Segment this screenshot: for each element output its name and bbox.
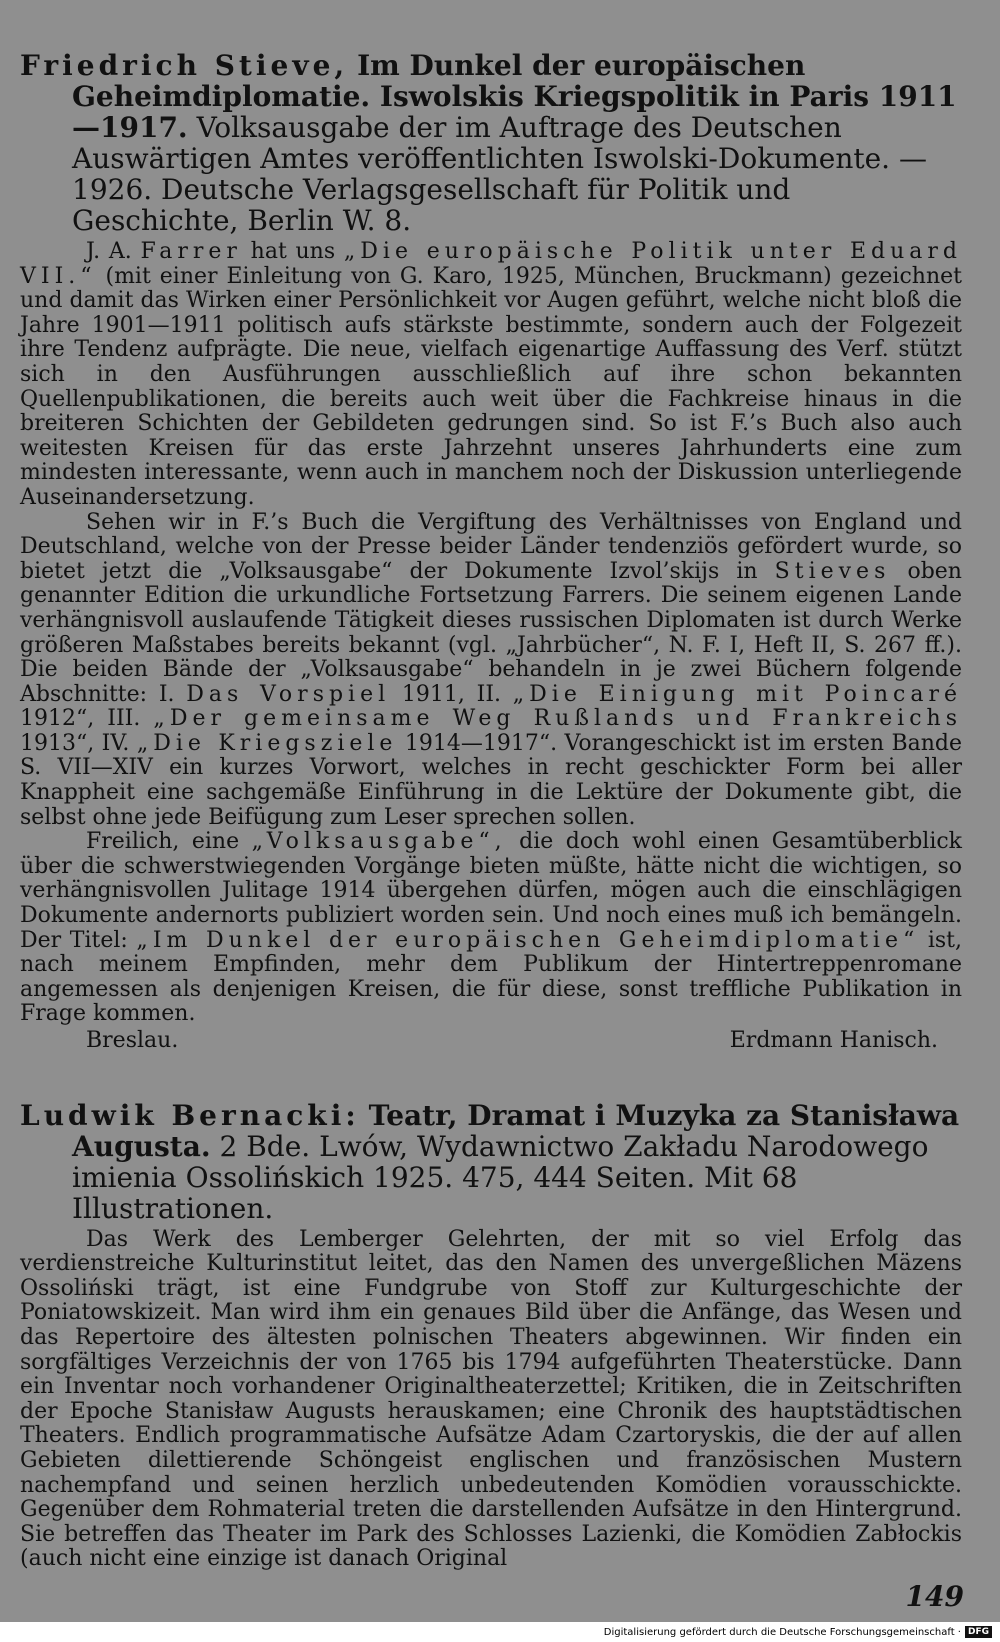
review-publication-details: 2 Bde. Lwów, Wydawnictwo Zakładu Narodowego imienia Ossolińskich 1925. 475, 444 Seiten. Mit 68 Illustrationen. (72, 1129, 929, 1225)
reviewer-name: Erdmann Hanisch. (729, 1028, 938, 1053)
review-paragraph: Das Werk des Lemberger Gelehrten, der mit so viel Erfolg das verdienstreiche Kulturinstitut leitet, das den Namen des unvergeßlichen Mäzens Ossoliński trägt, ist eine Fundgrube von Stoff zur Kulturgeschichte der Poniatowskizeit. Man wird ihm ein genaues Bild über die Anfänge, das Wesen und das Repertoire des ältesten polnischen Theaters abgewinnen. Wir finden ein sorgfältiges Verzeichnis der von 1765 bis 1794 aufgeführten Theaterstücke. Dann ein Inventar noch vorhandener Originaltheaterzettel; Kritiken, die in Zeitschriften der Epoche Stanisław Augusts herauskamen; eine Chronik des hauptstädtischen Theaters. Endlich programmatische Aufsätze Adam Czartoryskis, die der auf allen Gebieten dilettierende Schöngeist englischen und französischen Mustern nachempfand und seinen herzlich unbedeutenden Komödien vorausschickte. Gegenüber dem Rohmaterial treten die darstellenden Aufsätze in den Hintergrund. Sie betreffen das Theater im Park des Schlosses Lazienki, die Komödien Zabłockis (auch nicht eine einzige ist danach Original (20, 1226, 962, 1572)
review-heading (20, 50, 962, 236)
spaced-name: Stieves (774, 558, 891, 584)
dfg-logo-icon: DFG (965, 1626, 992, 1638)
text-run: hat uns (250, 239, 336, 264)
page-content (20, 50, 962, 1572)
text-run: J. A. (86, 239, 132, 264)
review-bernacki (20, 1100, 962, 1572)
spaced-title: „Volksausgabe“, (251, 829, 507, 855)
text-run: 1913“, IV. (20, 730, 130, 756)
page-number: 149 (905, 1580, 964, 1613)
review-title: Im Dunkel der europäischen Geheimdiplomatie. Iswolskis Kriegspolitik in Paris 1911—1917. (72, 49, 957, 144)
text-run: oben genannter Edition die urkundliche Fortsetzung Farrers. Die seinem eigenen Lande verhängnisvoll auslaufende Tätigkeit dieses russischen Diplomaten ist durch Werke größeren Maßstabes bereits bekannt (vgl. „Jahrbücher“, N. F. I, Heft II, S. 267 ff.). Die beiden Bände der „Volksausgabe“ behandeln in je zwei Büchern folgende Abschnitte: I. (20, 558, 962, 707)
review-paragraph (20, 240, 962, 511)
spaced-title: „Im Dunkel der europäischen Geheimdiplomatie“ (136, 927, 920, 953)
footer-credit: Digitalisierung gefördert durch die Deutsche Forschungsgemeinschaft · (603, 1626, 961, 1638)
text-run: 1914—1917“. Vorangeschickt ist im ersten Bande S. VII—XIV ein kurzes Vorwort, welches in recht geschickter Form bei aller Knappheit eine sachgemäße Einführung in die Lektüre der Dokumente gibt, die selbst ohne jede Beifügung zum Leser sprechen sollen. (20, 730, 963, 830)
text-run: die doch wohl einen Gesamtüberblick über die schwerstwiegenden Vorgänge bieten müßte, hätte nicht die wichtigen, so verhängnisvollen Julitage 1914 übergehen dürfen, mögen auch die einschlägigen Dokumente andernorts publiziert worden sein. Und noch eines muß ich bemängeln. Der Titel: (20, 829, 963, 953)
review-author: Ludwik Bernacki: (20, 1098, 360, 1132)
text-run: (mit einer Einleitung von G. Karo, 1925, München, Bruckmann) gezeichnet und damit das Wirken einer Persönlichkeit vor Augen geführt, welche nicht bloß die Jahre 1901—1911 politisch aufs stärkste bestimmte, sondern auch der Folgezeit ihre Tendenz aufprägte. Die neue, vielfach eigenartige Auffassung des Verf. stützt sich in den Ausführungen ausschließlich auf ihre schon bekannten Quellenpublikationen, die bereits auch weit über die Fachkreise hinaus in die breiteren Schichten der Gebildeten gedrungen sind. So ist F.’s Buch also auch weitesten Kreisen für das erste Jahrzehnt unseres Jahrhunderts eine zum mindesten interessante, wenn auch in manchem noch der Diskussion unterliegende Auseinandersetzung. (20, 263, 962, 510)
review-publication-details: Volksausgabe der im Auftrage des Deutschen Auswärtigen Amtes veröffentlichten Iswolski-Dokumente. — 1926. Deutsche Verlagsgesellschaft für Politik und Geschichte, Berlin W. 8. (72, 111, 927, 237)
review-place: Breslau. (86, 1028, 179, 1053)
review-title: Teatr, Dramat i Muzyka za Stanisława Augusta. (72, 1098, 960, 1163)
spaced-title: „Die Kriegsziele (136, 730, 398, 756)
review-heading (20, 1100, 962, 1224)
text-run: Freilich, eine (86, 829, 240, 855)
review-author: Friedrich Stieve, (20, 49, 349, 82)
spaced-title: „Die europäische Politik unter Eduard VII.“ (20, 239, 963, 289)
text-run: Sehen wir in F.’s Buch die Vergiftung des Verhältnisses von England und Deutschland, welche von der Presse beider Länder tendenziös gefördert wurde, so bietet jetzt die „Volksausgabe“ der Dokumente Izvol’skijs in (20, 509, 962, 584)
review-paragraph (20, 511, 962, 831)
text-run: 1911, II. (401, 681, 502, 707)
spaced-name: Farrer (140, 239, 242, 264)
spaced-title: „Der gemeinsame Weg Rußlands und Frankreichs (153, 706, 962, 732)
spaced-title: „Die Einigung mit Poincaré (512, 681, 962, 707)
review-signoff (86, 1029, 938, 1054)
review-paragraph (20, 830, 962, 1027)
text-run: 1912“, III. (20, 706, 141, 732)
review-stieve (20, 50, 962, 1054)
digitization-footer (0, 1622, 1000, 1642)
text-run: ist, nach meinem Empfinden, mehr dem Publikum der Hintertreppenromane angemessen als denjenigen Kreisen, die für diese, sonst treffliche Publikation in Frage kommen. (20, 927, 963, 1027)
spaced-title: Das Vorspiel (186, 681, 391, 707)
